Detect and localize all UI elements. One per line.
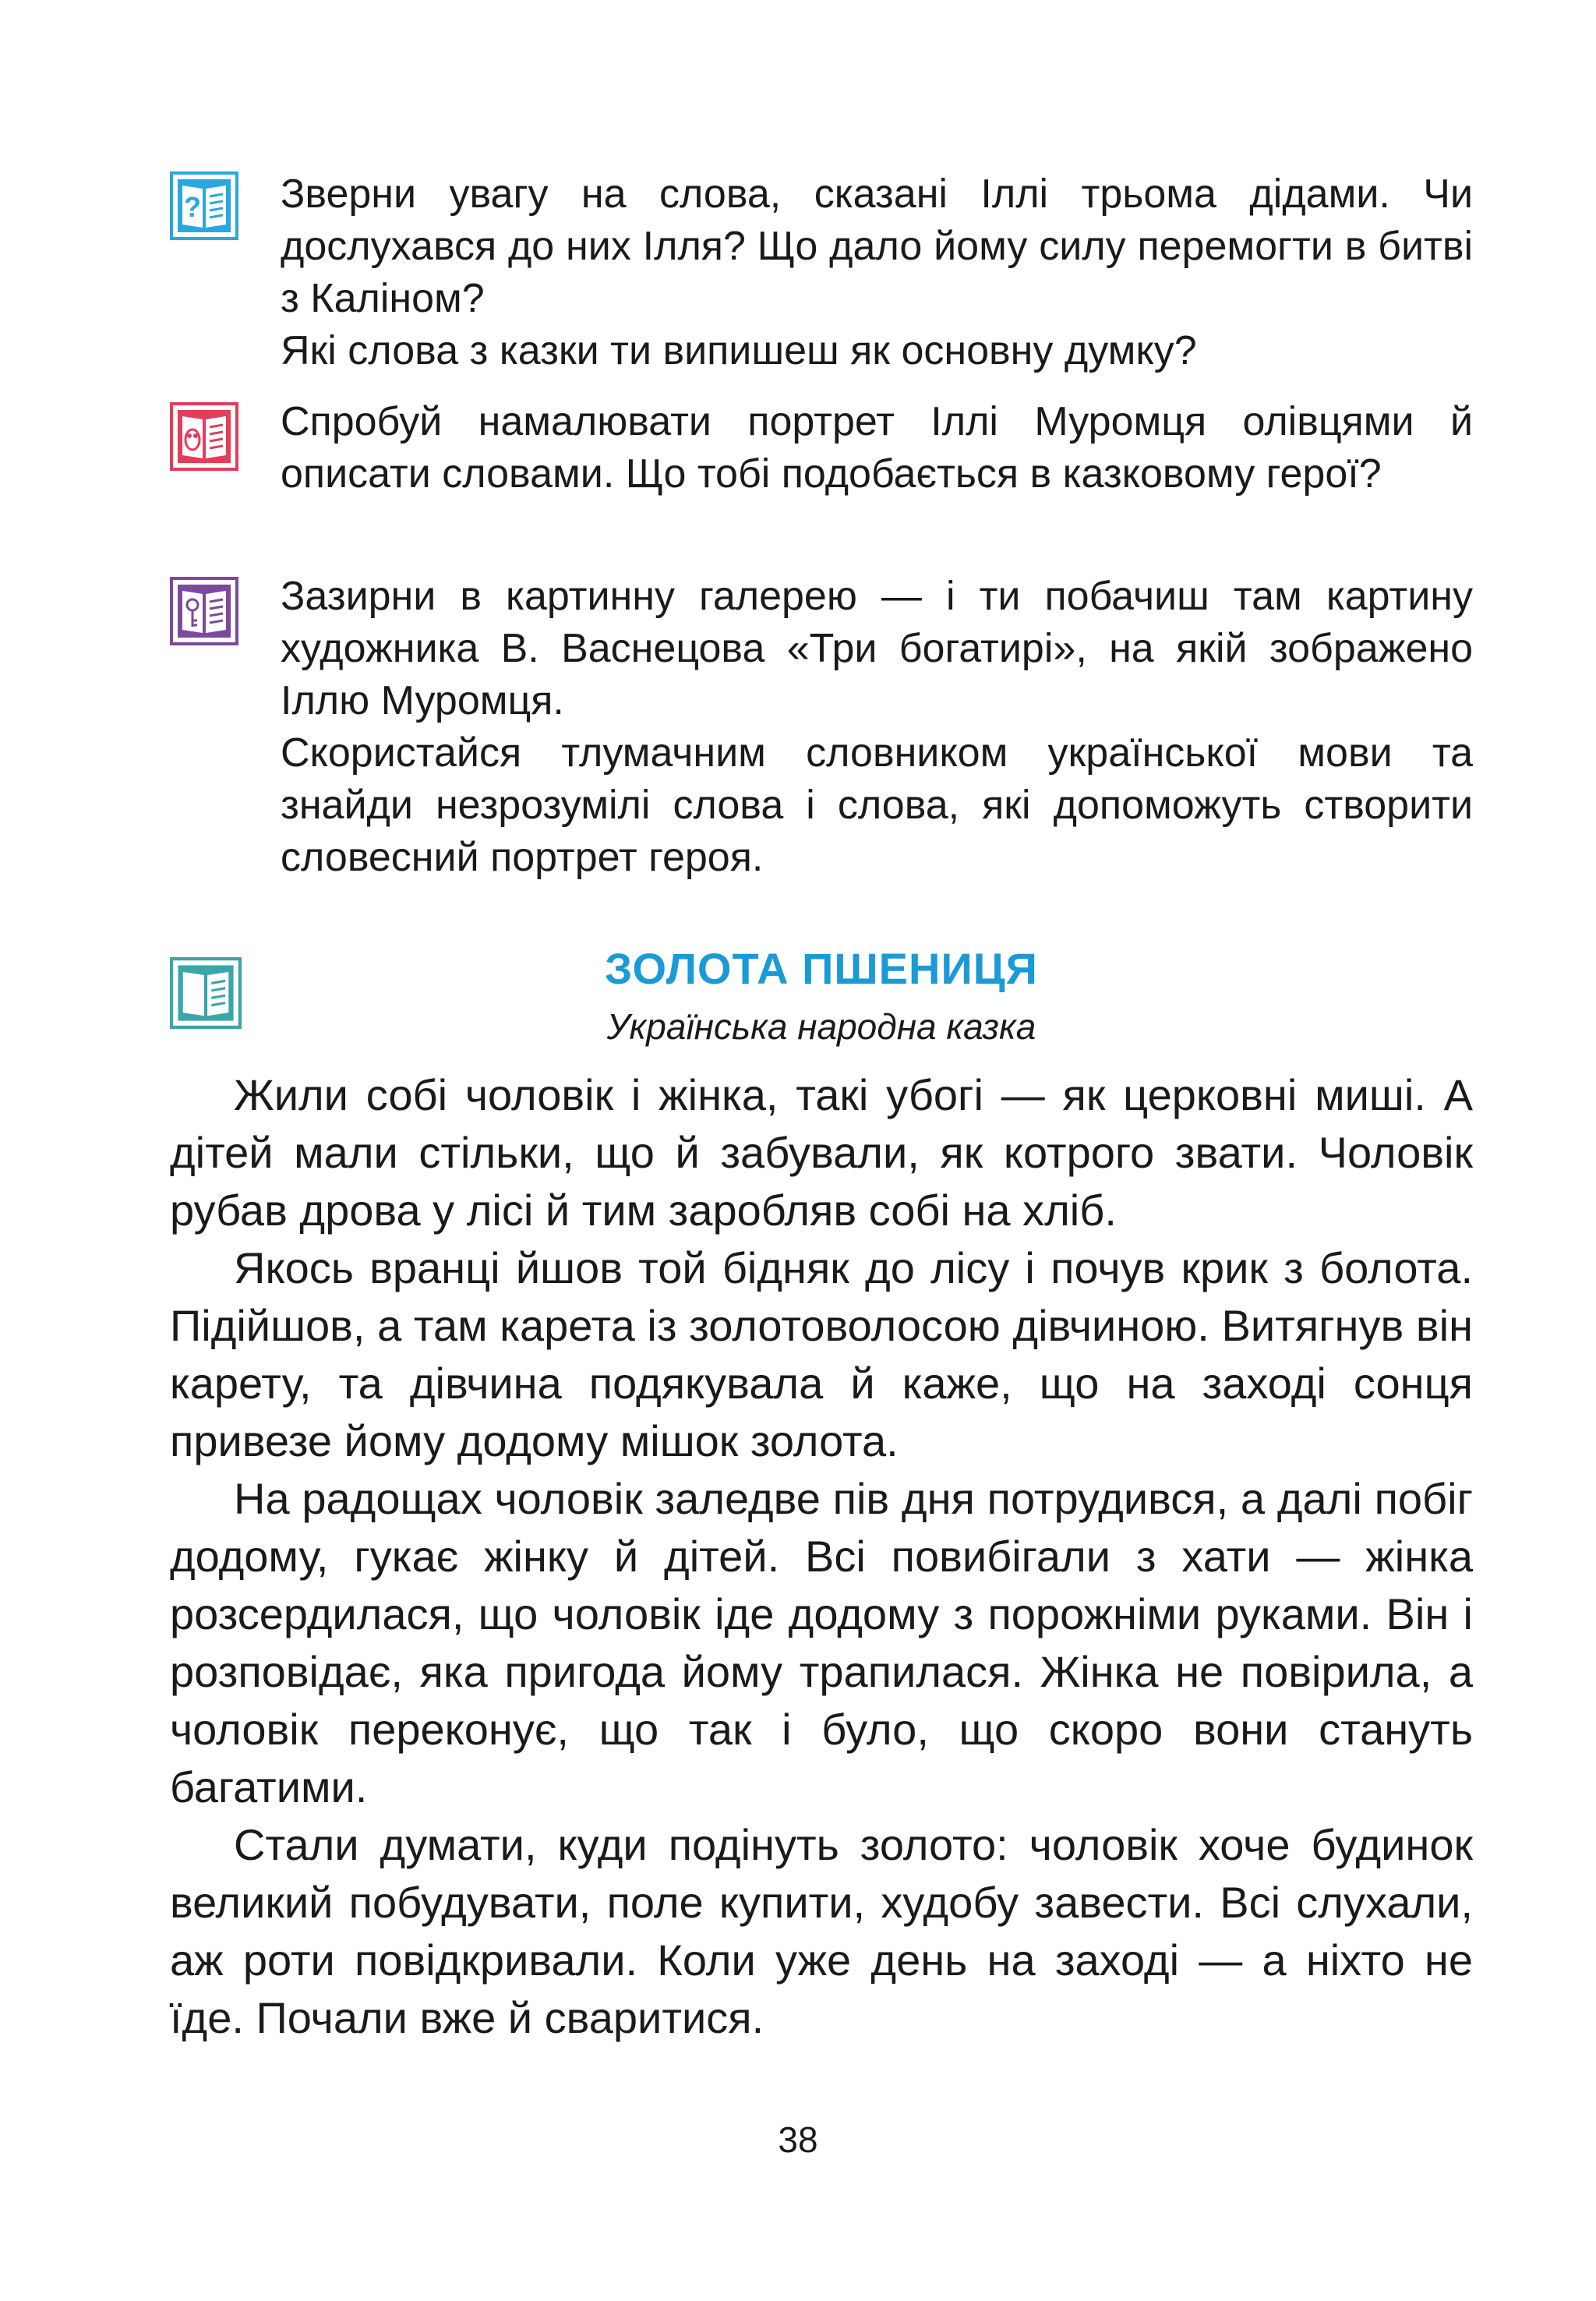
story-text bbox=[170, 1066, 1473, 2047]
story-title: ЗОЛОТА ПШЕНИЦЯ bbox=[605, 944, 1038, 993]
story-paragraph: Якось вранці йшов той бідняк до лісу і почув крик з болота. Підійшов, а там карета із золотоволосою дівчиною. Витягнув він карету, та дівчина подякувала й каже, що на заході сонця привезе йому додому мішок золота. bbox=[170, 1243, 1473, 1465]
task-paragraph: Спробуй намалювати портрет Іллі Муромця олівцями й описати словами. Що тобі подобається в казковому герої? bbox=[281, 399, 1473, 497]
task-text bbox=[281, 168, 1473, 377]
page-number: 38 bbox=[778, 2119, 818, 2160]
task-gallery bbox=[170, 571, 1473, 890]
task-text bbox=[281, 571, 1473, 884]
story-subtitle: Українська народна казка bbox=[606, 1006, 1036, 1047]
task-paragraph: Зверни увагу на слова, сказані Іллі трьома дідами. Чи дослухався до них Ілля? Що дало йому силу перемогти в битві з Каліном? bbox=[281, 171, 1473, 321]
task-paragraph: Зазирни в картинну галерею — і ти побачиш там картину художника В. Васнецова «Три богатирі», на якій зображено Іллю Муромця. bbox=[281, 574, 1473, 723]
story-paragraph: Стали думати, куди подінуть золото: чоловік хоче будинок великий побудувати, поле купити, худобу завести. Всі слухали, аж роти повідкривали. Коли уже день на заході — а ніхто не їде. Почали вже й сваритися. bbox=[170, 1820, 1473, 2042]
story-paragraph: Жили собі чоловік і жінка, такі убогі — як церковні миші. А дітей мали стільки, що й забували, як котрого звати. Чоловік рубав дрова у лісі й тим заробляв собі на хліб. bbox=[170, 1070, 1473, 1235]
svg-text:?: ? bbox=[184, 191, 201, 223]
task-text bbox=[281, 396, 1473, 500]
task-paragraph: Скористайся тлумачним словником української мови та знайди незрозумілі слова і слова, які допоможуть створити словесний портрет героя. bbox=[281, 730, 1473, 880]
task-drawing bbox=[170, 396, 1473, 560]
story-paragraph: На радощах чоловік заледве пів дня потрудився, а далі побіг додому, гукає жінку й дітей. Всі повибігали з хати — жінка розсердилася, що чоловік іде додому з порожніми руками. Він і розповідає, яка пригода йому трапилася. Жінка не повірила, а чоловік переконує, що так і було, що скоро вони стануть багатими. bbox=[170, 1474, 1473, 1811]
key-book-icon bbox=[170, 577, 238, 645]
task-paragraph: Які слова з казки ти випишеш як основну думку? bbox=[281, 328, 1197, 373]
owl-book-icon bbox=[170, 402, 238, 471]
question-book-icon bbox=[170, 171, 238, 240]
task-question bbox=[170, 168, 1473, 379]
